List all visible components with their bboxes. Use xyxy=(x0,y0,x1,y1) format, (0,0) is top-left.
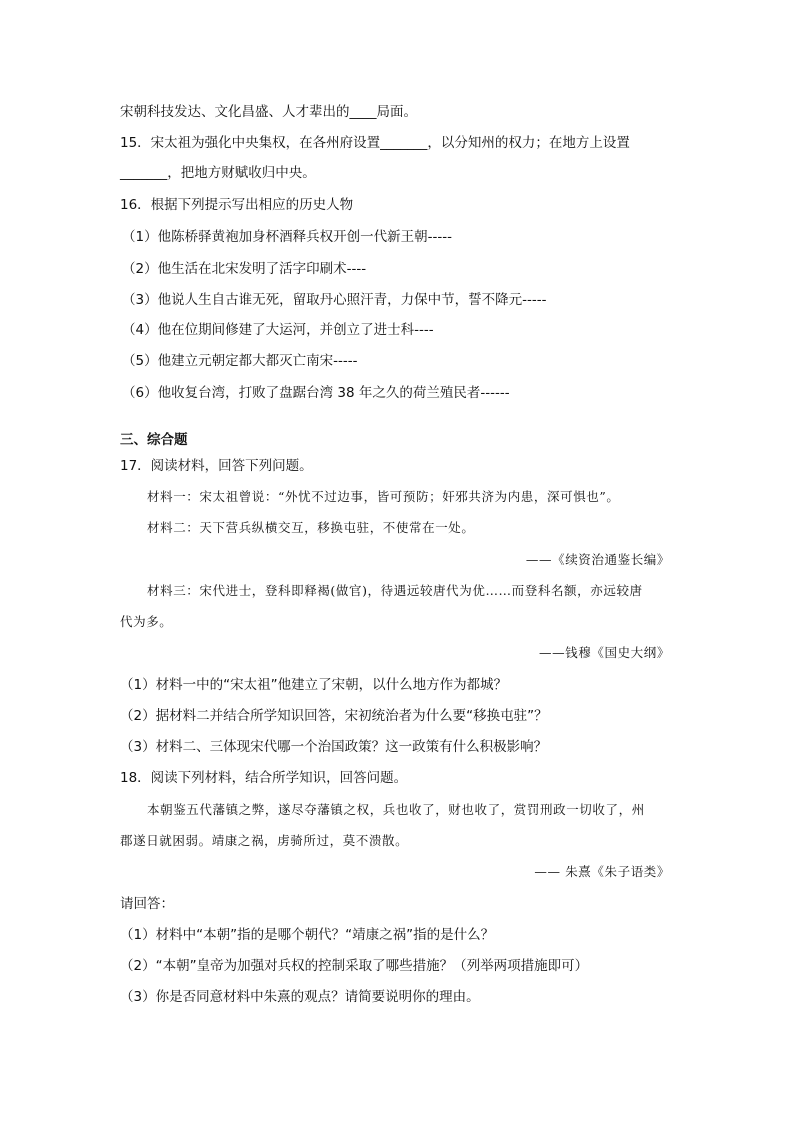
q16-item-4: （4）他在位期间修建了大运河，并创立了进士科---- xyxy=(122,322,434,338)
q18-source: —— 朱熹《朱子语类》 xyxy=(534,864,670,879)
q15-line2: _______，把地方财赋收归中央。 xyxy=(120,165,316,181)
q14-tail-text: 宋朝科技发达、文化昌盛、人才辈出的____局面。 xyxy=(120,104,417,120)
q18-prompt: 请回答： xyxy=(120,896,174,912)
q17-question-2: （2）据材料二并结合所学知识回答，宋初统治者为什么要“移换屯驻”？ xyxy=(120,708,548,724)
q16-item-6: （6）他收复台湾，打败了盘踞台湾 38 年之久的荷兰殖民者------ xyxy=(122,385,510,401)
q18-stem: 18．阅读下列材料，结合所学知识，回答问题。 xyxy=(120,770,408,786)
q16-item-1: （1）他陈桥驿黄袍加身杯酒释兵权开创一代新王朝----- xyxy=(122,229,452,245)
q18-material-line2: 郡遂日就困弱。靖康之祸，虏骑所过，莫不溃散。 xyxy=(120,833,409,848)
q17-stem: 17．阅读材料，回答下列问题。 xyxy=(120,458,313,474)
q17-material-3-line2: 代为多。 xyxy=(120,614,173,629)
q18-question-1: （1）材料中“本朝”指的是哪个朝代？“靖康之祸”指的是什么？ xyxy=(120,927,495,943)
q16-item-5: （5）他建立元朝定都大都灭亡南宋----- xyxy=(122,353,358,369)
q17-source-3: ——钱穆《国史大纲》 xyxy=(538,645,670,660)
q18-question-2: （2）“本朝”皇帝为加强对兵权的控制采取了哪些措施？（列举两项措施即可） xyxy=(120,958,589,974)
q17-question-3: （3）材料二、三体现宋代哪一个治国政策？这一政策有什么积极影响？ xyxy=(120,739,548,755)
q15-line1: 15．宋太祖为强化中央集权，在各州府设置_______，以分知州的权力；在地方上设置 xyxy=(120,135,630,151)
q17-source-2: ——《续资治通鉴长编》 xyxy=(525,552,670,567)
q16-item-3: （3）他说人生自古谁无死，留取丹心照汗青，力保中节，誓不降元----- xyxy=(122,292,547,308)
q17-material-2: 材料二：天下营兵纵横交互，移换屯驻，不使常在一处。 xyxy=(147,520,475,535)
q17-question-1: （1）材料一中的“宋太祖”他建立了宋朝，以什么地方作为都城？ xyxy=(120,677,508,693)
q16-item-2: （2）他生活在北宋发明了活字印刷术---- xyxy=(122,261,367,277)
q18-material-line1: 本朝鉴五代藩镇之弊，遂尽夺藩镇之权，兵也收了，财也收了，赏罚刑政一切收了，州 xyxy=(147,802,645,817)
q17-material-1: 材料一：宋太祖曾说：“外忧不过边事，皆可预防；奸邪共济为内患，深可惧也”。 xyxy=(147,489,620,504)
q17-material-3-line1: 材料三：宋代进士，登科即释褐(做官)，待遇远较唐代为优……而登科名额，亦远较唐 xyxy=(147,583,643,598)
section-title: 三、综合题 xyxy=(120,432,188,448)
q16-stem: 16．根据下列提示写出相应的历史人物 xyxy=(120,197,354,213)
q18-question-3: （3）你是否同意材料中朱熹的观点？请简要说明你的理由。 xyxy=(120,989,480,1005)
